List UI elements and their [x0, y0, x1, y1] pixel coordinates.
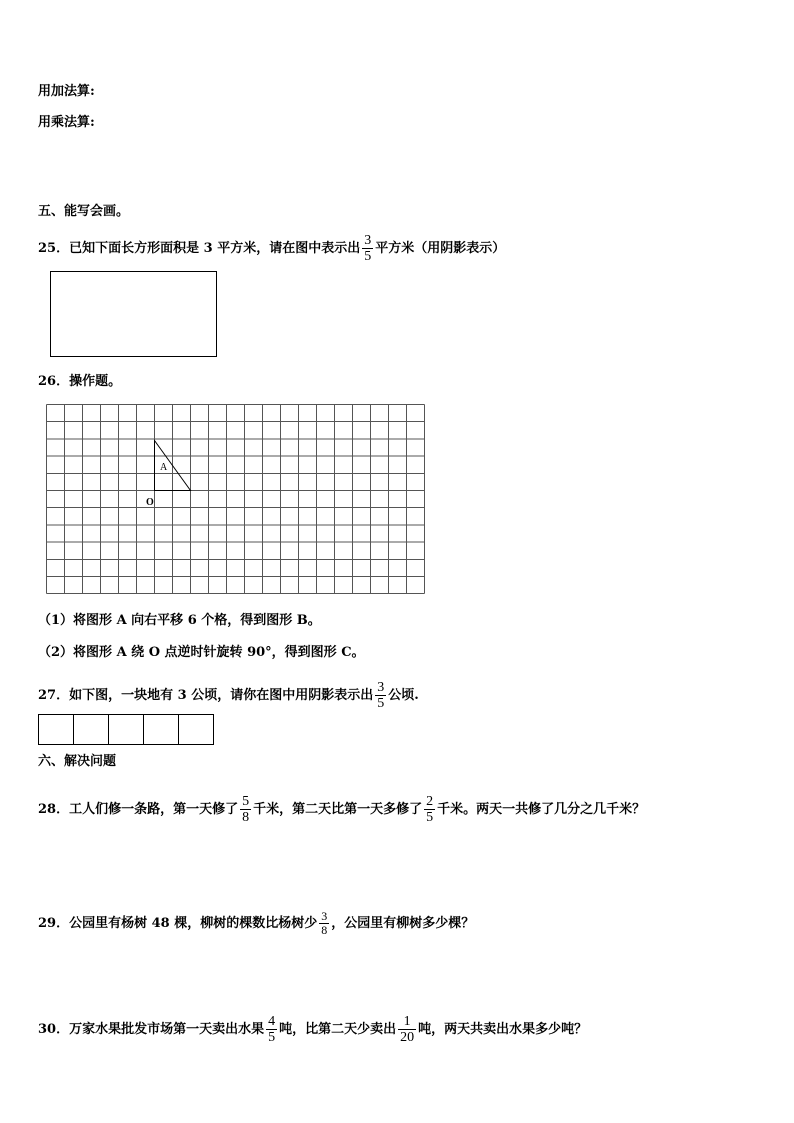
q27-cell[interactable] [143, 714, 179, 745]
q30-denominator-2: 20 [400, 1030, 415, 1045]
question-30 [38, 1014, 587, 1045]
q30-numerator-1: 4 [268, 1014, 276, 1029]
q29-text-post: ，公园里有柳树多少棵？ [331, 916, 475, 931]
q27-cell[interactable] [38, 714, 74, 745]
q27-cell[interactable] [108, 714, 144, 745]
q28-text-pre: 28．工人们修一条路，第一天修了 [38, 802, 239, 817]
q28-text-mid: 千米，第二天比第一天多修了 [253, 802, 423, 817]
q27-cell[interactable] [178, 714, 214, 745]
question-27 [38, 680, 419, 711]
q26-grid[interactable] [46, 404, 426, 598]
q27-fraction [375, 680, 386, 711]
q29-numerator: 3 [321, 909, 328, 923]
section-5-heading: 五、能写会画。 [38, 204, 130, 219]
q25-text-post: 平方米（用阴影表示） [375, 241, 506, 256]
shape-a-label: A [160, 462, 168, 473]
q29-fraction [319, 910, 329, 937]
q29-text-pre: 29．公园里有杨树 48 棵，柳树的棵数比杨树少 [38, 916, 318, 931]
q30-numerator-2: 1 [403, 1014, 411, 1029]
q30-fraction-1 [266, 1014, 277, 1045]
q28-fraction-2 [424, 794, 435, 825]
q25-rectangle[interactable] [50, 271, 217, 357]
q26-step-1: （1）将图形 A 向右平移 6 个格，得到图形 B。 [38, 613, 321, 628]
q25-text-pre: 25．已知下面长方形面积是 3 平方米，请在图中表示出 [38, 241, 361, 256]
q25-denominator: 5 [364, 249, 372, 264]
q29-denominator: 8 [321, 923, 328, 937]
q25-numerator: 3 [364, 233, 372, 248]
q28-denominator-1: 8 [242, 810, 250, 825]
section-6-heading: 六、解决问题 [38, 754, 117, 769]
q27-numerator: 3 [377, 680, 385, 695]
q28-numerator-2: 2 [426, 794, 434, 809]
point-o-label: O [146, 497, 154, 508]
q28-text-post: 千米。两天一共修了几分之几千米？ [437, 802, 646, 817]
question-26-title: 26．操作题。 [38, 374, 122, 389]
q30-fraction-2 [398, 1014, 416, 1045]
q28-denominator-2: 5 [426, 810, 434, 825]
q30-text-mid: 吨，比第二天少卖出 [279, 1022, 397, 1037]
q27-land-strip [38, 714, 214, 745]
question-25 [38, 233, 505, 264]
q30-text-post: 吨，两天共卖出水果多少吨？ [418, 1022, 588, 1037]
q27-denominator: 5 [377, 696, 385, 711]
q30-text-pre: 30．万家水果批发市场第一天卖出水果 [38, 1022, 265, 1037]
mul-method-label: 用乘法算: [38, 115, 95, 130]
q27-text-post: 公顷. [388, 688, 419, 703]
q25-fraction [362, 233, 373, 264]
q28-fraction-1 [240, 794, 251, 825]
add-method-label: 用加法算: [38, 84, 95, 99]
q26-step-2: （2）将图形 A 绕 O 点逆时针旋转 90°，得到图形 C。 [38, 645, 365, 660]
q27-cell[interactable] [73, 714, 109, 745]
q27-text-pre: 27．如下图，一块地有 3 公顷，请你在图中用阴影表示出 [38, 688, 374, 703]
q28-numerator-1: 5 [242, 794, 250, 809]
question-29 [38, 910, 474, 937]
q30-denominator-1: 5 [268, 1030, 276, 1045]
question-28 [38, 794, 645, 825]
